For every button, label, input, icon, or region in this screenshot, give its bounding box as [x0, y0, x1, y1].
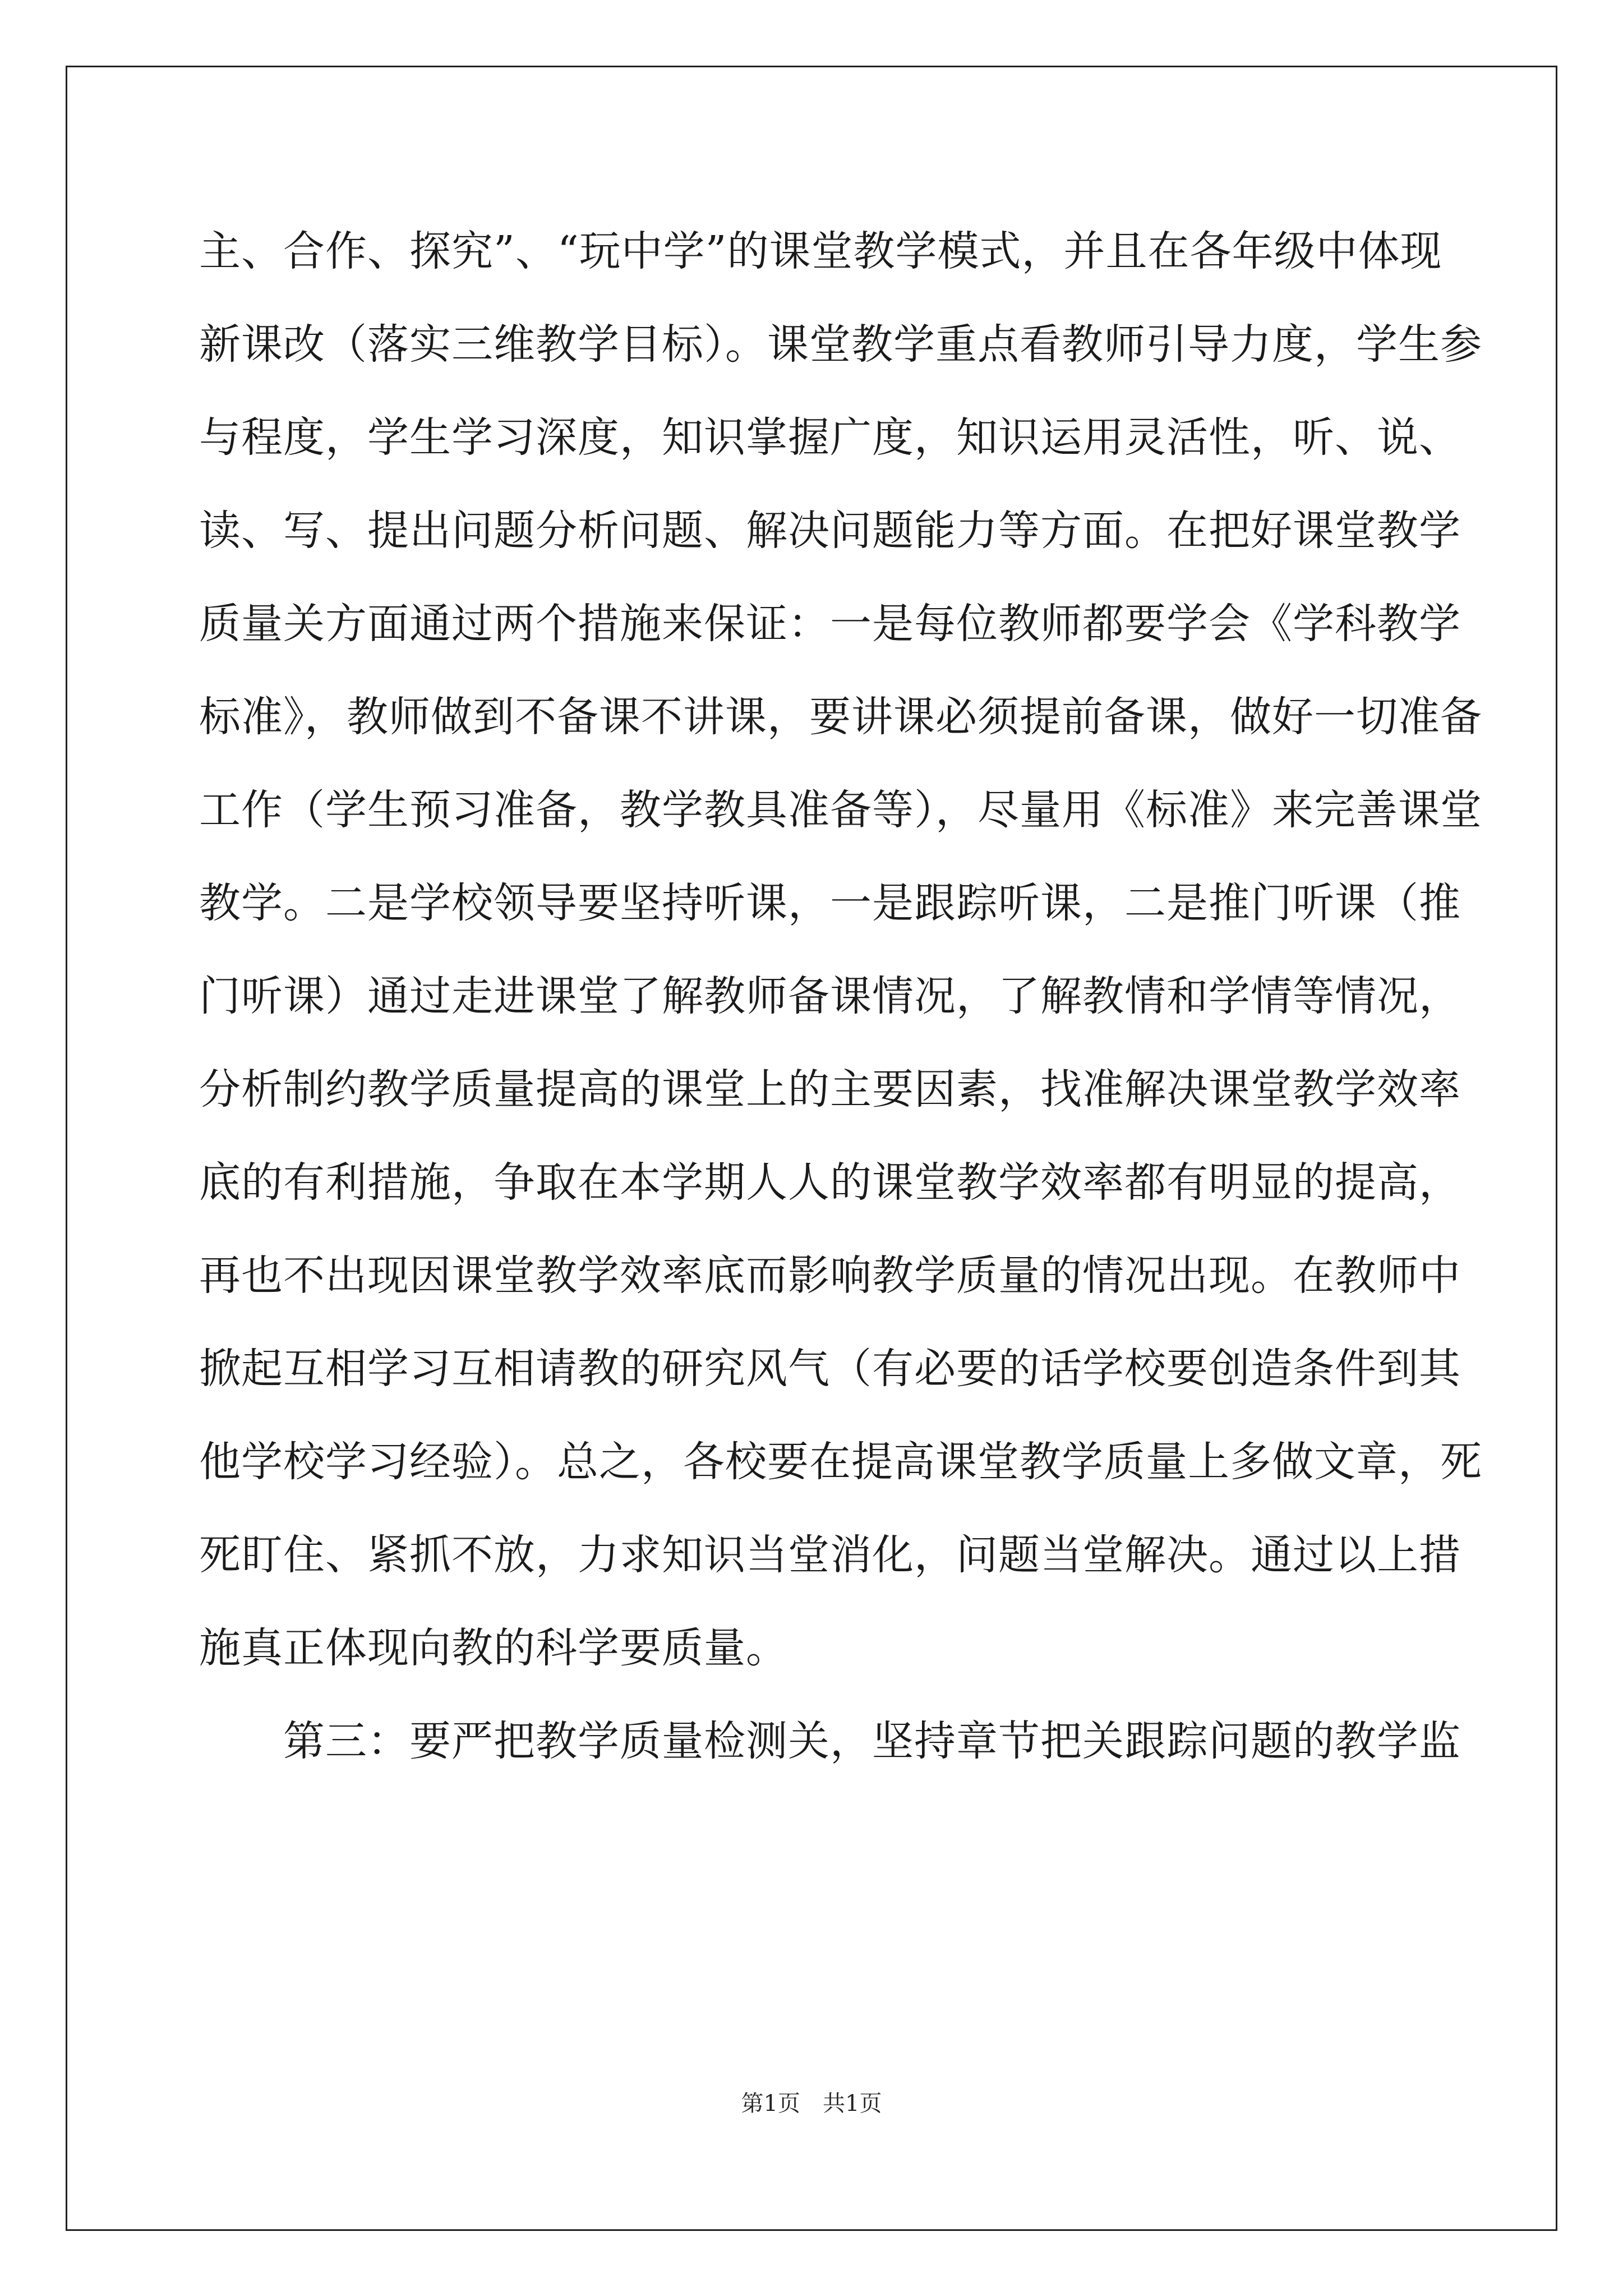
document-body — [199, 205, 1482, 1788]
text-line: 掀起互相学习互相请教的研究风气（有必要的话学校要创造条件到其 — [199, 1345, 1461, 1393]
text-line-paragraph-start: 第三：要严把教学质量检测关，坚持章节把关跟踪问题的教学监 — [283, 1717, 1461, 1765]
text-line: 门听课）通过走进课堂了解教师备课情况，了解教情和学情等情况， — [199, 972, 1461, 1020]
text-line: 与程度，学生学习深度，知识掌握广度，知识运用灵活性，听、说、 — [199, 413, 1461, 462]
text-line: 施真正体现向教的科学要质量。 — [199, 1624, 788, 1672]
text-line: 质量关方面通过两个措施来保证：一是每位教师都要学会《学科教学 — [199, 600, 1461, 648]
text-line: 死盯住、紧抓不放，力求知识当堂消化，问题当堂解决。通过以上措 — [199, 1531, 1461, 1579]
text-line: 底的有利措施，争取在本学期人人的课堂教学效率都有明显的提高， — [199, 1158, 1461, 1207]
text-line: 新课改（落实三维教学目标）。课堂教学重点看教师引导力度，学生参 — [199, 320, 1482, 369]
text-line: 他学校学习经验）。总之，各校要在提高课堂教学质量上多做文章，死 — [199, 1438, 1482, 1486]
text-line: 再也不出现因课堂教学效率底而影响教学质量的情况出现。在教师中 — [199, 1251, 1461, 1300]
text-line: 标准》，教师做到不备课不讲课，要讲课必须提前备课，做好一切准备 — [199, 693, 1482, 741]
text-line: 工作（学生预习准备，教学教具准备等），尽量用《标准》来完善课堂 — [199, 786, 1482, 834]
text-line: 主、合作、探究”、“玩中学”的课堂教学模式，并且在各年级中体现 — [199, 227, 1442, 275]
page-number-footer: 第1页 共1页 — [741, 2091, 882, 2116]
text-line: 分析制约教学质量提高的课堂上的主要因素，找准解决课堂教学效率 — [199, 1065, 1461, 1114]
text-line: 教学。二是学校领导要坚持听课，一是跟踪听课，二是推门听课（推 — [199, 879, 1461, 927]
text-line: 读、写、提出问题分析问题、解决问题能力等方面。在把好课堂教学 — [199, 507, 1461, 555]
